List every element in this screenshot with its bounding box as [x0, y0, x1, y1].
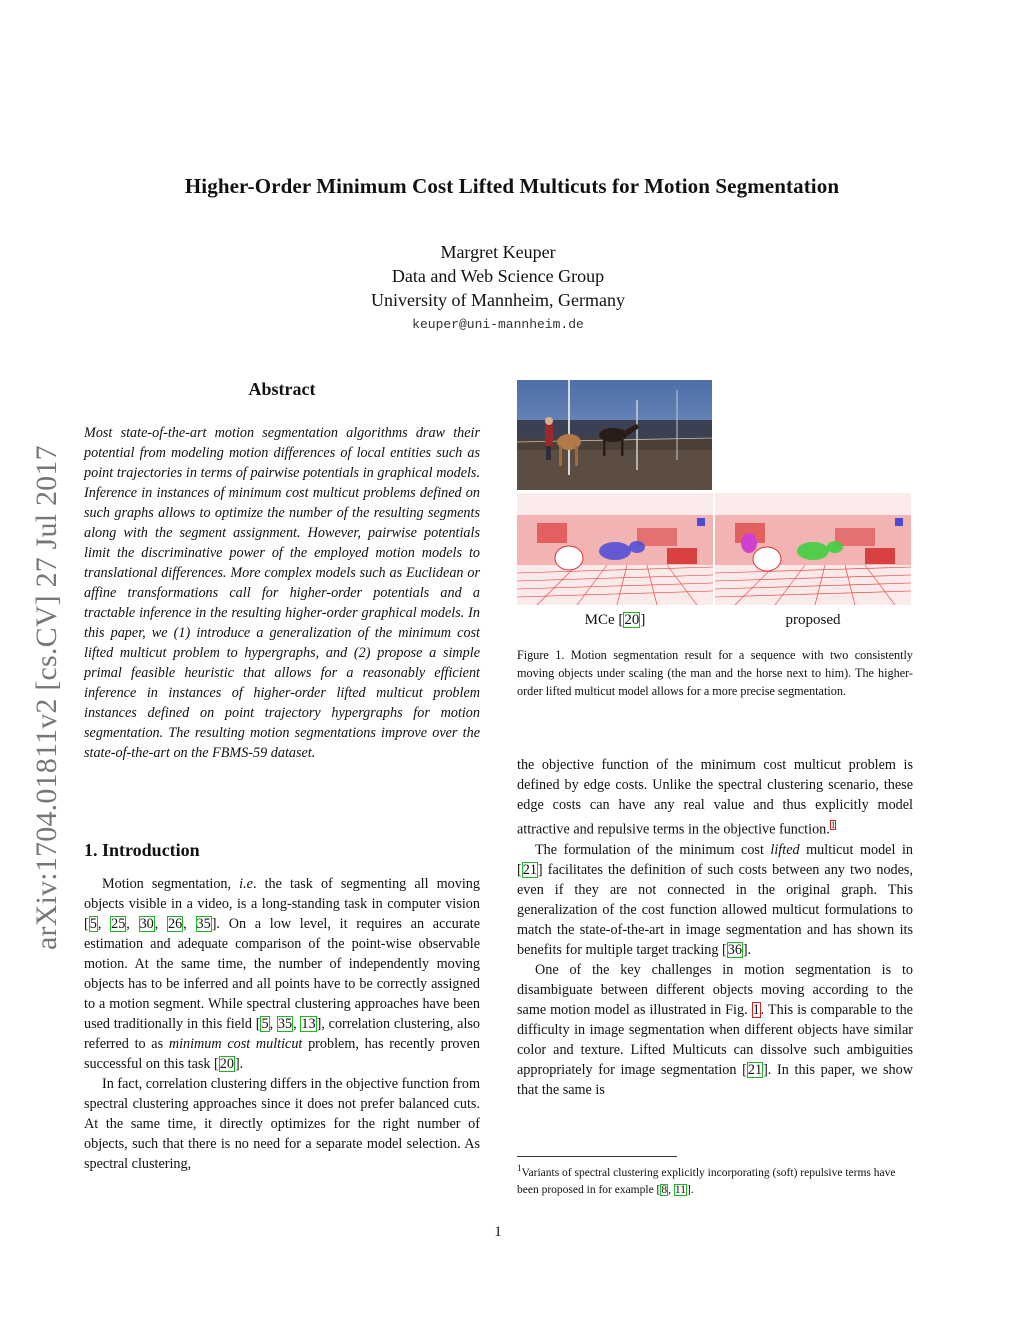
citation-link[interactable]: 35 — [277, 1016, 293, 1032]
figure-photo-horses — [517, 380, 712, 490]
right-paragraph-2: The formulation of the minimum cost lifted multicut model in [21] facilitates the definition of such costs between any two nodes, even if they are not connected in the original graph. This generalization of the cost function allowed multicut formulations to match the state-of-the-art in image segmentation and has shown its benefits for multiple target tracking [36]. — [517, 841, 913, 958]
intro-paragraph-2: In fact, correlation clustering differs in the objective function from spectral clustering approaches since it does not prefer balanced cuts. At the same time, it directly optimizes for the right number of objects, such that there is no need for a separate model selection. As spectral clustering, — [84, 1076, 480, 1172]
figure-reference-link[interactable]: 1 — [752, 1001, 760, 1018]
citation-link[interactable]: 26 — [168, 916, 183, 932]
author-institution: University of Mannheim, Germany — [371, 290, 625, 310]
citation-link[interactable]: 5 — [89, 916, 97, 932]
paper-title: Higher-Order Minimum Cost Lifted Multicuts for Motion Segmentation — [184, 174, 840, 198]
abstract-heading: Abstract — [248, 379, 316, 399]
footnote-divider — [517, 1156, 677, 1157]
author-affiliation: Data and Web Science Group — [391, 266, 605, 286]
section-heading-introduction: 1. Introduction — [84, 840, 200, 860]
figure-label-mce: MCe [20] — [584, 612, 646, 628]
abstract-text: Most state-of-the-art motion segmentation algorithms draw their potential from modeling motion differences of local entities such as point trajectories in terms of pairwise potentials in graphical models. Inference in instances of minimum cost multicut problems defined on such graphs allows to optimize the number of the resulting segments along with the segment assignment. However, pairwise potentials limit the discriminative power of the employed motion models to translational differences. More complex models such as Euclidean or affine transformations call for higher-order potentials and a tractable inference in the resulting higher-order graphical models. In this paper, we (1) introduce a generalization of the minimum cost lifted multicut problem to hypergraphs, and (2) propose a simple primal feasible heuristic that allows for a reasonably efficient inference in instances of higher-order lifted multicut problem instances defined on point trajectory hypergraphs for motion segmentation. The resulting motion segmentations improve over the state-of-the-art on the FBMS-59 dataset. — [84, 425, 480, 761]
citation-link[interactable]: 25 — [111, 916, 126, 932]
intro-column — [84, 874, 480, 1174]
figure-segmentation-proposed — [715, 493, 911, 605]
citation-link[interactable]: 13 — [301, 1016, 316, 1032]
intro-paragraph-1: Motion segmentation, i.e. the task of segmenting all moving objects visible in a video, is a long-standing task in computer vision [5, 25, 30, 26, 35]. On a low level, it requires an accurate estimation and adequate comparison of the point-wise observable motion. At the same time, the number of independently moving objects has to be inferred and all points have to be correctly assigned to a motion segment. While spectral clustering approaches have been used traditionally in this field [5, 35, 13], correlation clustering, also referred to as minimum cost multicut problem, has recently proven successful on this task [20]. — [84, 876, 481, 1072]
author-name: Margret Keuper — [440, 242, 556, 262]
right-paragraph-3: One of the key challenges in motion segmentation is to disambiguate between different objects moving according to the same motion model as illustrated in Fig. 1. This is comparable to the difficulty in image segmentation when different objects have similar color and texture. Lifted Multicuts can dissolve such ambiguities appropriately for image segmentation [21]. In this paper, we show that the same is — [517, 961, 913, 1098]
footnote: $^1$Variants of spectral clustering explicitly incorporating (soft) repulsive terms have been proposed in for example [8, 11]. — [517, 1163, 896, 1196]
author-email[interactable]: keuper@uni-mannheim.de — [412, 317, 584, 332]
figure-label-proposed: proposed — [785, 612, 841, 628]
page-number: 1 — [494, 1224, 502, 1240]
citation-link[interactable]: 8 — [661, 1183, 668, 1196]
figure-segmentation-mce — [517, 493, 713, 605]
citation-link[interactable]: 20 — [219, 1056, 234, 1072]
citation-link[interactable]: 30 — [139, 916, 154, 932]
citation-link[interactable]: 21 — [747, 1061, 763, 1078]
citation-link[interactable]: 11 — [674, 1183, 686, 1196]
citation-link[interactable]: 5 — [261, 1016, 269, 1032]
right-paragraph-1: the objective function of the minimum cost multicut problem is defined by edge costs. Unlike the spectral clustering scenario, these edge costs can have any real value and thus explicitly model attractive and repulsive terms in the objective function.$^1$ — [517, 757, 913, 838]
arxiv-stamp: arXiv:1704.01811v2 [cs.CV] 27 Jul 2017 — [30, 445, 63, 950]
citation-link[interactable]: 35 — [196, 916, 211, 932]
right-column — [517, 755, 913, 1100]
citation-link[interactable]: 36 — [727, 941, 742, 958]
citation-link[interactable]: 20 — [624, 612, 640, 628]
footnote-marker[interactable]: 1 — [830, 820, 836, 830]
figure-caption: Figure 1. Motion segmentation result for a sequence with two consistently moving objects under scaling (the man and the horse next to him). The higher-order lifted multicut model allows for a more precise segmentation. — [517, 648, 913, 698]
citation-link[interactable]: 21 — [522, 861, 537, 878]
